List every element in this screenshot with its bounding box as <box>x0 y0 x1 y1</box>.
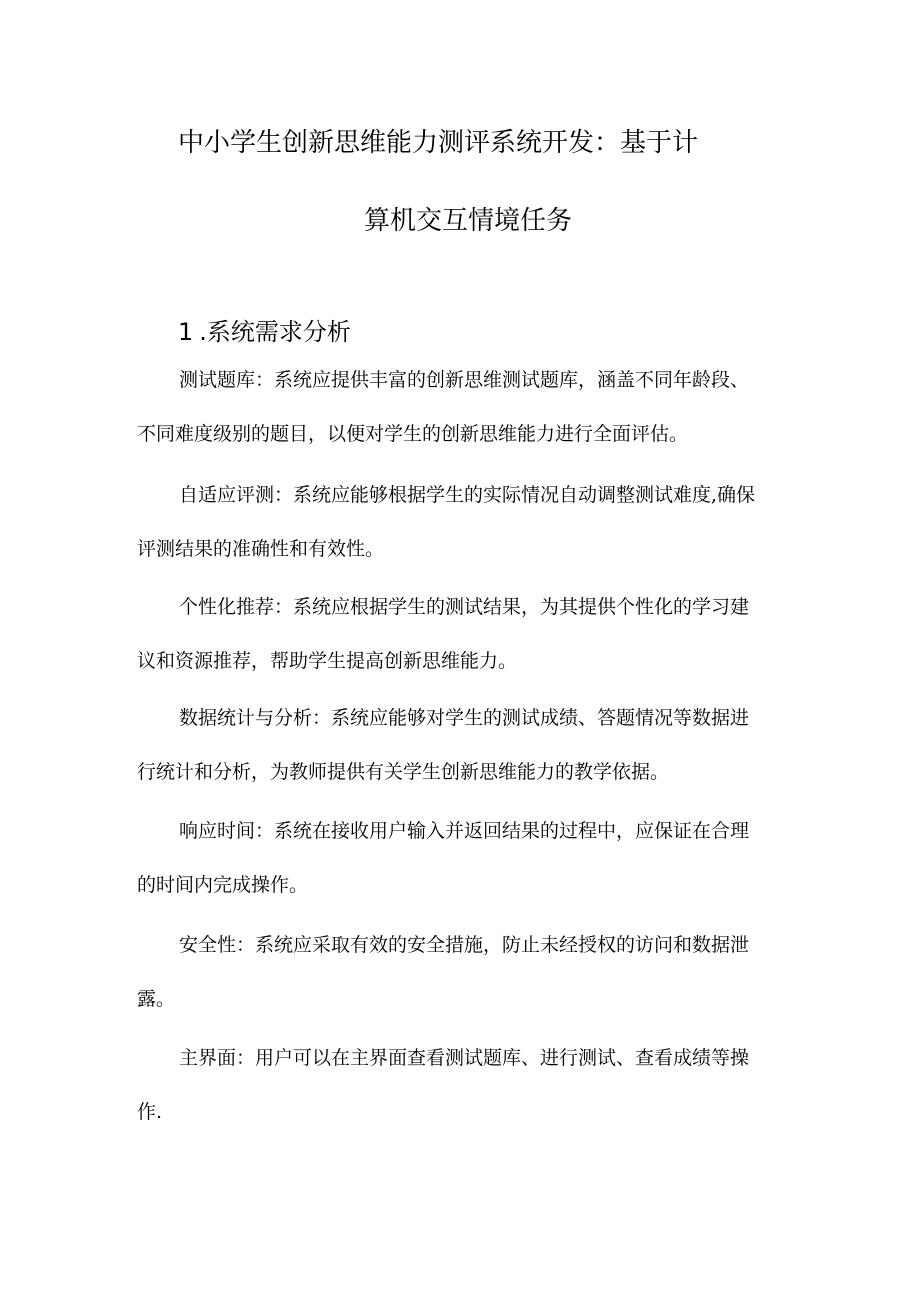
paragraph-response-time <box>137 804 787 912</box>
paragraph-line: 不同难度级别的题目，以便对学生的创新思维能力进行全面评估。 <box>137 423 689 445</box>
paragraph-line: 主界面：用户可以在主界面查看测试题库、进行测试、查看成绩等操 <box>179 1047 750 1069</box>
document-title-line-1: 中小学生创新思维能力测评系统开发：基于计 <box>178 128 699 158</box>
paragraph-line: 自适应评测：系统应能够根据学生的实际情况自动调整测试难度,确保 <box>179 484 756 506</box>
paragraph-adaptive-assessment <box>137 468 787 576</box>
paragraph-security <box>137 918 787 1026</box>
paragraph-line: 的时间内完成操作。 <box>137 874 309 896</box>
section-heading-text: .系统需求分析 <box>199 318 351 346</box>
paragraph-main-interface <box>137 1031 787 1139</box>
paragraph-line: 露。 <box>137 988 176 1010</box>
document-title-line-2: 算机交互情境任务 <box>364 206 573 236</box>
paragraph-line: 数据统计与分析：系统应能够对学生的测试成绩、答题情况等数据进 <box>179 707 750 729</box>
paragraph-line: 安全性：系统应采取有效的安全措施，防止未经授权的访问和数据泄 <box>179 934 750 956</box>
paragraph-line: 响应时间：系统在接收用户输入并返回结果的过程中，应保证在合理 <box>179 820 750 842</box>
paragraph-line: 行统计和分析，为教师提供有关学生创新思维能力的教学依据。 <box>137 761 670 783</box>
paragraph-line: 议和资源推荐，帮助学生提高创新思维能力。 <box>137 650 518 672</box>
paragraph-line: 测试题库：系统应提供丰富的创新思维测试题库，涵盖不同年龄段、 <box>179 369 750 391</box>
paragraph-data-statistics <box>137 691 787 799</box>
section-number: 1 <box>178 318 194 346</box>
paragraph-line: 评测结果的准确性和有效性。 <box>137 538 385 560</box>
paragraph-line: 个性化推荐：系统应根据学生的测试结果，为其提供个性化的学习建 <box>179 596 750 618</box>
paragraph-line: 作. <box>137 1101 163 1123</box>
section-heading <box>178 312 351 347</box>
paragraph-test-bank <box>137 353 787 461</box>
paragraph-personalized-recommendation <box>137 580 787 688</box>
